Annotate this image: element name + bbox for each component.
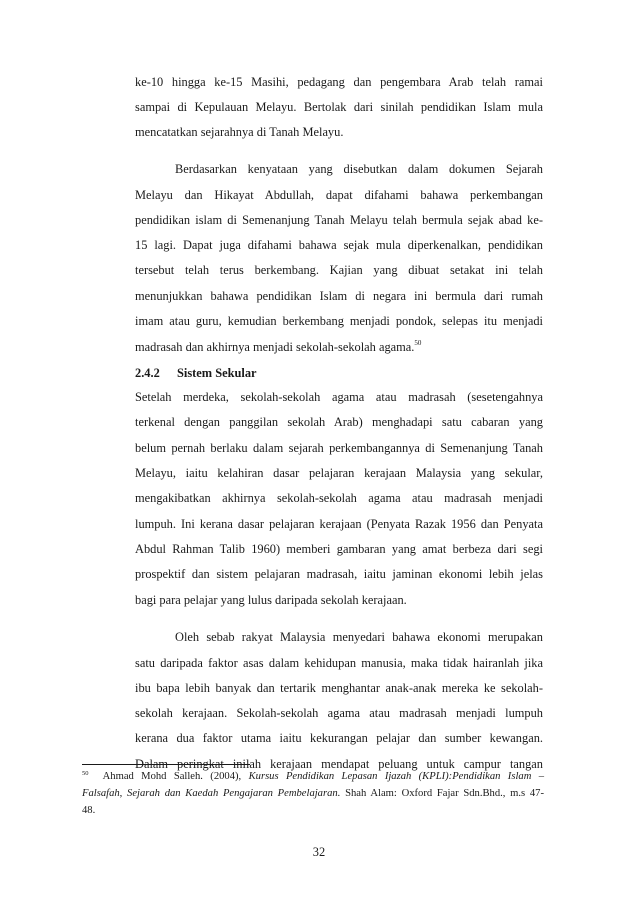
text-line: Dalam peringkat inilah kerajaan mendapat peluang untuk campur tangan xyxy=(135,757,543,771)
text-line: Oleh sebab rakyat Malaysia menyedari bahawa ekonomi merupakan xyxy=(175,630,543,644)
footnote-line xyxy=(82,770,544,783)
footnote-title: Falsafah, Sejarah dan Kaedah Pengajaran Pembelajaran. xyxy=(82,788,341,799)
footnote-title: Kursus Pendidikan Lepasan Ijazah (KPLI):Pendidikan Islam – xyxy=(248,771,544,782)
text-line: belum pernah berlaku dalam sejarah perkembangannya di Semenanjung Tanah xyxy=(135,441,543,455)
text-line: Abdul Rahman Talib 1960) memberi gambaran yang amat berbeza dari segi xyxy=(135,542,543,556)
text-line: satu daripada faktor asas dalam kehidupan manusia, maka tidak hairanlah jika xyxy=(135,656,543,670)
text-line: pendidikan islam di Semenanjung Tanah Melayu telah bermula sejak abad ke- xyxy=(135,213,543,227)
text-line: Melayu, iaitu kelahiran dasar pelajaran kerajaan Malaysia yang sekular, xyxy=(135,466,543,480)
text-line: kerana dua faktor utama iaitu kekurangan pelajar dan sumber kewangan. xyxy=(135,731,543,745)
text-line: ibu bapa lebih banyak dan tertarik menghantar anak-anak mereka ke sekolah- xyxy=(135,681,543,695)
section-title: Sistem Sekular xyxy=(177,366,257,380)
text-line: bagi para pelajar yang lulus daripada sekolah kerajaan. xyxy=(135,593,407,607)
text-line: Melayu dan Hikayat Abdullah, dapat difahami bahawa perkembangan xyxy=(135,188,543,202)
section-heading xyxy=(135,366,257,381)
text-line xyxy=(135,340,543,355)
footnote-line xyxy=(82,787,544,800)
text-line: mencatatkan sejarahnya di Tanah Melayu. xyxy=(135,125,344,139)
text-line: 15 lagi. Dapat juga difahami bahawa sejak mula diperkenalkan, pendidikan xyxy=(135,238,543,252)
text-line: sekolah kerajaan. Sekolah-sekolah agama atau madrasah menjadi lumpuh xyxy=(135,706,543,720)
text-line-content: madrasah dan akhirnya menjadi sekolah-sekolah agama. xyxy=(135,340,415,354)
footnote-line: 48. xyxy=(82,805,96,816)
footnote-number: 50 xyxy=(82,770,89,777)
page-number: 32 xyxy=(312,845,326,859)
text-line: mengakibatkan akhirnya sekolah-sekolah agama atau madrasah menjadi xyxy=(135,491,543,505)
text-line: terkenal dengan panggilan sekolah Arab) menghadapi satu cabaran yang xyxy=(135,415,543,429)
text-line: menunjukkan bahawa pendidikan Islam di negara ini bermula dari rumah xyxy=(135,289,543,303)
footnote-author: Ahmad Mohd Salleh. (2004), xyxy=(102,771,242,782)
text-line: tersebut telah terus berkembang. Kajian yang dibuat setakat ini telah xyxy=(135,263,543,277)
text-line: lumpuh. Ini kerana dasar pelajaran kerajaan (Penyata Razak 1956 dan Penyata xyxy=(135,517,543,531)
text-line: imam atau guru, kemudian berkembang menjadi pondok, selepas itu menjadi xyxy=(135,314,543,328)
text-line: sampai di Kepulauan Melayu. Bertolak dari sinilah pendidikan Islam mula xyxy=(135,100,543,114)
text-line: prospektif dan sistem pelajaran madrasah, iaitu jaminan ekonomi lebih jelas xyxy=(135,567,543,581)
footnote-publisher: Shah Alam: Oxford Fajar Sdn.Bhd., m.s 47- xyxy=(345,788,544,799)
footnote-separator xyxy=(82,764,250,765)
text-line: ke-10 hingga ke-15 Masihi, pedagang dan pengembara Arab telah ramai xyxy=(135,75,543,89)
section-number: 2.4.2 xyxy=(135,366,160,380)
text-line: Setelah merdeka, sekolah-sekolah agama atau madrasah (sesetengahnya xyxy=(135,390,543,404)
text-line: Berdasarkan kenyataan yang disebutkan dalam dokumen Sejarah xyxy=(175,162,543,176)
footnote-ref: 50 xyxy=(414,339,422,347)
